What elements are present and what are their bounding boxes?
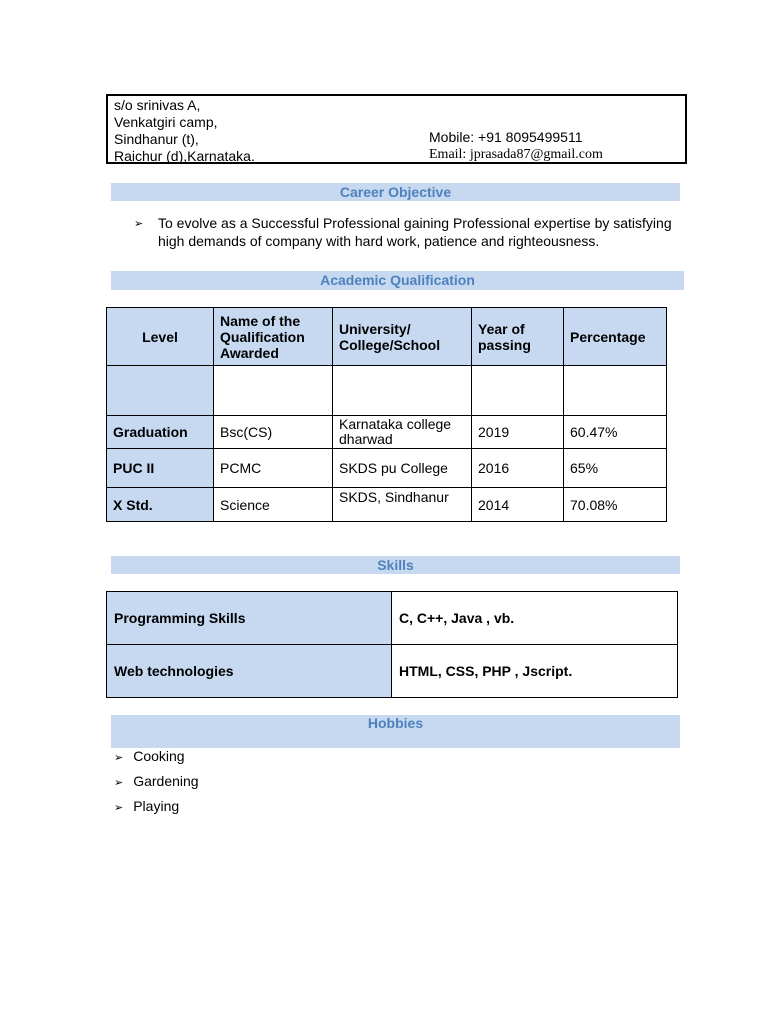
table-header-row bbox=[107, 308, 667, 366]
header-university: University/ College/School bbox=[333, 308, 472, 366]
table-cell: 2019 bbox=[472, 416, 564, 449]
email-address: Email: jprasada87@gmail.com bbox=[429, 147, 603, 162]
table-cell bbox=[107, 366, 214, 416]
header-year: Year of passing bbox=[472, 308, 564, 366]
list-item bbox=[114, 748, 185, 764]
hobby-label: Playing bbox=[133, 798, 180, 814]
hobby-label: Cooking bbox=[133, 748, 185, 764]
table-cell: SKDS pu College bbox=[333, 449, 472, 488]
arrow-bullet-icon: ➢ bbox=[114, 777, 124, 789]
contact-box bbox=[106, 94, 687, 164]
hobby-label: Gardening bbox=[133, 773, 199, 789]
header-qualification: Name of the Qualification Awarded bbox=[214, 308, 333, 366]
arrow-bullet-icon: ➢ bbox=[114, 752, 124, 764]
table-cell: 60.47% bbox=[564, 416, 667, 449]
table-cell bbox=[333, 366, 472, 416]
level-cell: PUC II bbox=[107, 449, 214, 488]
list-item bbox=[114, 773, 199, 789]
section-header-academic: Academic Qualification bbox=[111, 271, 684, 290]
table-row bbox=[107, 592, 678, 645]
section-header-career-objective: Career Objective bbox=[111, 183, 680, 201]
section-header-hobbies: Hobbies bbox=[111, 715, 680, 748]
table-cell: 2016 bbox=[472, 449, 564, 488]
academic-table bbox=[106, 307, 667, 522]
table-row bbox=[107, 645, 678, 698]
table-row-empty bbox=[107, 366, 667, 416]
table-cell: SKDS, Sindhanur bbox=[333, 488, 472, 522]
objective-item bbox=[134, 214, 674, 250]
mobile-number: Mobile: +91 8095499511 bbox=[429, 129, 583, 145]
table-cell: Bsc(CS) bbox=[214, 416, 333, 449]
level-cell: Graduation bbox=[107, 416, 214, 449]
skill-category: Web technologies bbox=[107, 645, 392, 698]
address-line: Raichur (d),Karnataka. bbox=[114, 148, 255, 164]
arrow-bullet-icon: ➢ bbox=[114, 802, 124, 814]
skill-value: HTML, CSS, PHP , Jscript. bbox=[392, 645, 678, 698]
objective-text: To evolve as a Successful Professional gaining Professional expertise by satisfying high demands of company with hard work, patience and righteousness. bbox=[158, 215, 672, 249]
table-cell: 70.08% bbox=[564, 488, 667, 522]
skill-category: Programming Skills bbox=[107, 592, 392, 645]
section-header-skills: Skills bbox=[111, 556, 680, 574]
table-cell: PCMC bbox=[214, 449, 333, 488]
table-cell: Karnataka college dharwad bbox=[333, 416, 472, 449]
skills-table bbox=[106, 591, 678, 698]
table-row bbox=[107, 416, 667, 449]
level-cell: X Std. bbox=[107, 488, 214, 522]
address-line: Venkatgiri camp, bbox=[114, 114, 218, 130]
table-cell: 65% bbox=[564, 449, 667, 488]
skill-value: C, C++, Java , vb. bbox=[392, 592, 678, 645]
table-cell bbox=[214, 366, 333, 416]
header-level: Level bbox=[107, 308, 214, 366]
table-cell: Science bbox=[214, 488, 333, 522]
table-row bbox=[107, 449, 667, 488]
table-cell bbox=[472, 366, 564, 416]
list-item bbox=[114, 798, 179, 814]
arrow-bullet-icon: ➢ bbox=[134, 218, 144, 230]
address-line: s/o srinivas A, bbox=[114, 97, 201, 113]
table-row bbox=[107, 488, 667, 522]
table-cell bbox=[564, 366, 667, 416]
table-cell: 2014 bbox=[472, 488, 564, 522]
address-line: Sindhanur (t), bbox=[114, 131, 199, 147]
header-percentage: Percentage bbox=[564, 308, 667, 366]
